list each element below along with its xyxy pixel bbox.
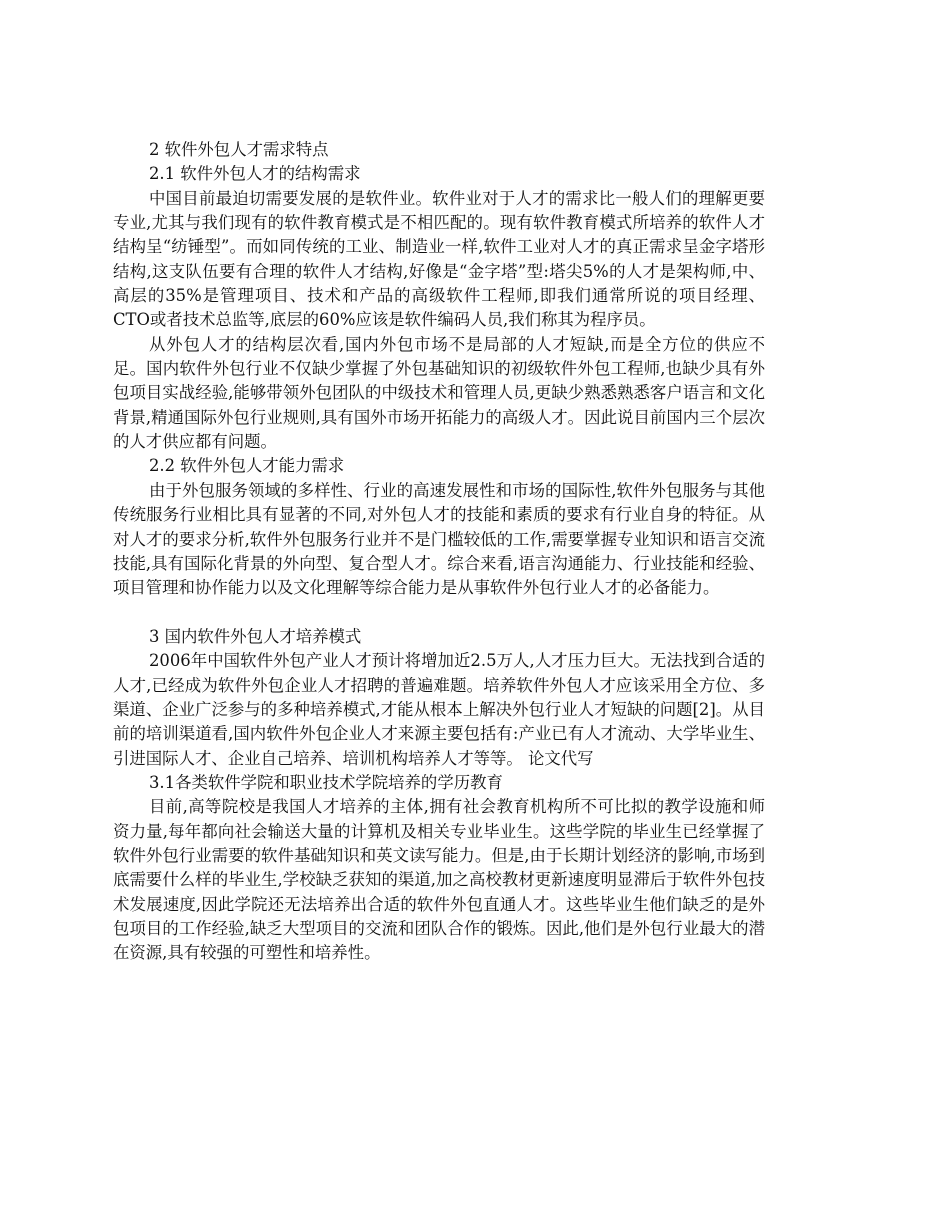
section-2-heading: 2 软件外包人才需求特点 [149, 140, 329, 159]
section-3-1-heading: 3.1各类软件学院和职业技术学院培养的学历教育 [149, 772, 503, 792]
section-2-1-paragraph-1: 中国目前最迫切需要发展的是软件业。软件业对于人才的需求比一般人们的理解更要专业,尤其与我们现有的软件教育模式是不相匹配的。现有软件教育模式所培养的软件人才结构呈“纺锤型”。而如同传统的工业、制造业一样,软件工业对人才的真正需求呈金字塔形结构,这支队伍要有合理的软件人才结构,好像是“金字塔”型:塔尖5%的人才是架构师,中、高层的35%是管理项目、技术和产品的高级软件工程师,即我们通常所说的项目经理、CTO或者技术总监等,底层的60%应该是软件编码人员,我们称其为程序员。 [113, 188, 765, 330]
section-2-2-heading: 2.2 软件外包人才能力需求 [149, 456, 345, 476]
section-2-2-paragraph-1: 由于外包服务领域的多样性、行业的高速发展性和市场的国际性,软件外包服务与其他传统服务行业相比具有显著的不同,对外包人才的技能和素质的要求有行业自身的特征。从对人才的要求分析,软件外包服务行业并不是门槛较低的工作,需要掌握专业知识和语言交流技能,具有国际化背景的外向型、复合型人才。综合来看,语言沟通能力、行业技能和经验、项目管理和协作能力以及文化理解等综合能力是从事软件外包行业人才的必备能力。 [113, 480, 765, 598]
document-body [113, 138, 765, 966]
blank-line [113, 601, 765, 625]
section-2-1-paragraph-2: 从外包人才的结构层次看,国内外包市场不是局部的人才短缺,而是全方位的供应不足。国内软件外包行业不仅缺少掌握了外包基础知识的初级软件外包工程师,也缺少具有外包项目实战经验,能够带领外包团队的中级技术和管理人员,更缺少熟悉熟悉客户语言和文化背景,精通国际外包行业规则,具有国外市场开拓能力的高级人才。因此说目前国内三个层次的人才供应都有问题。 [113, 334, 765, 452]
section-3-1-paragraph-1: 目前,高等院校是我国人才培养的主体,拥有社会教育机构所不可比拟的教学设施和师资力量,每年都向社会输送大量的计算机及相关专业毕业生。这些学院的毕业生已经掌握了软件外包行业需要的软件基础知识和英文读写能力。但是,由于长期计划经济的影响,市场到底需要什么样的毕业生,学校缺乏获知的渠道,加之高校教材更新速度明显滞后于软件外包技术发展速度,因此学院还无法培养出合适的软件外包直通人才。这些毕业生他们缺乏的是外包项目的工作经验,缺乏大型项目的交流和团队合作的锻炼。因此,他们是外包行业最大的潜在资源,具有较强的可塑性和培养性。 [113, 797, 765, 963]
section-2-1-heading: 2.1 软件外包人才的结构需求 [149, 164, 361, 184]
section-3-heading: 3 国内软件外包人才培养模式 [149, 626, 362, 646]
section-3-paragraph-1: 2006年中国软件外包产业人才预计将增加近2.5万人,人才压力巨大。无法找到合适的人才,已经成为软件外包企业人才招聘的普遍难题。培养软件外包人才应该采用全方位、多渠道、企业广泛参与的多种培养模式,才能从根本上解决外包行业人才短缺的问题[2]。从目前的培训渠道看,国内软件外包企业人才来源主要包括有:产业已有人才流动、大学毕业生、引进国际人才、企业自己培养、培训机构培养人才等等。 论文代写 [113, 651, 765, 768]
